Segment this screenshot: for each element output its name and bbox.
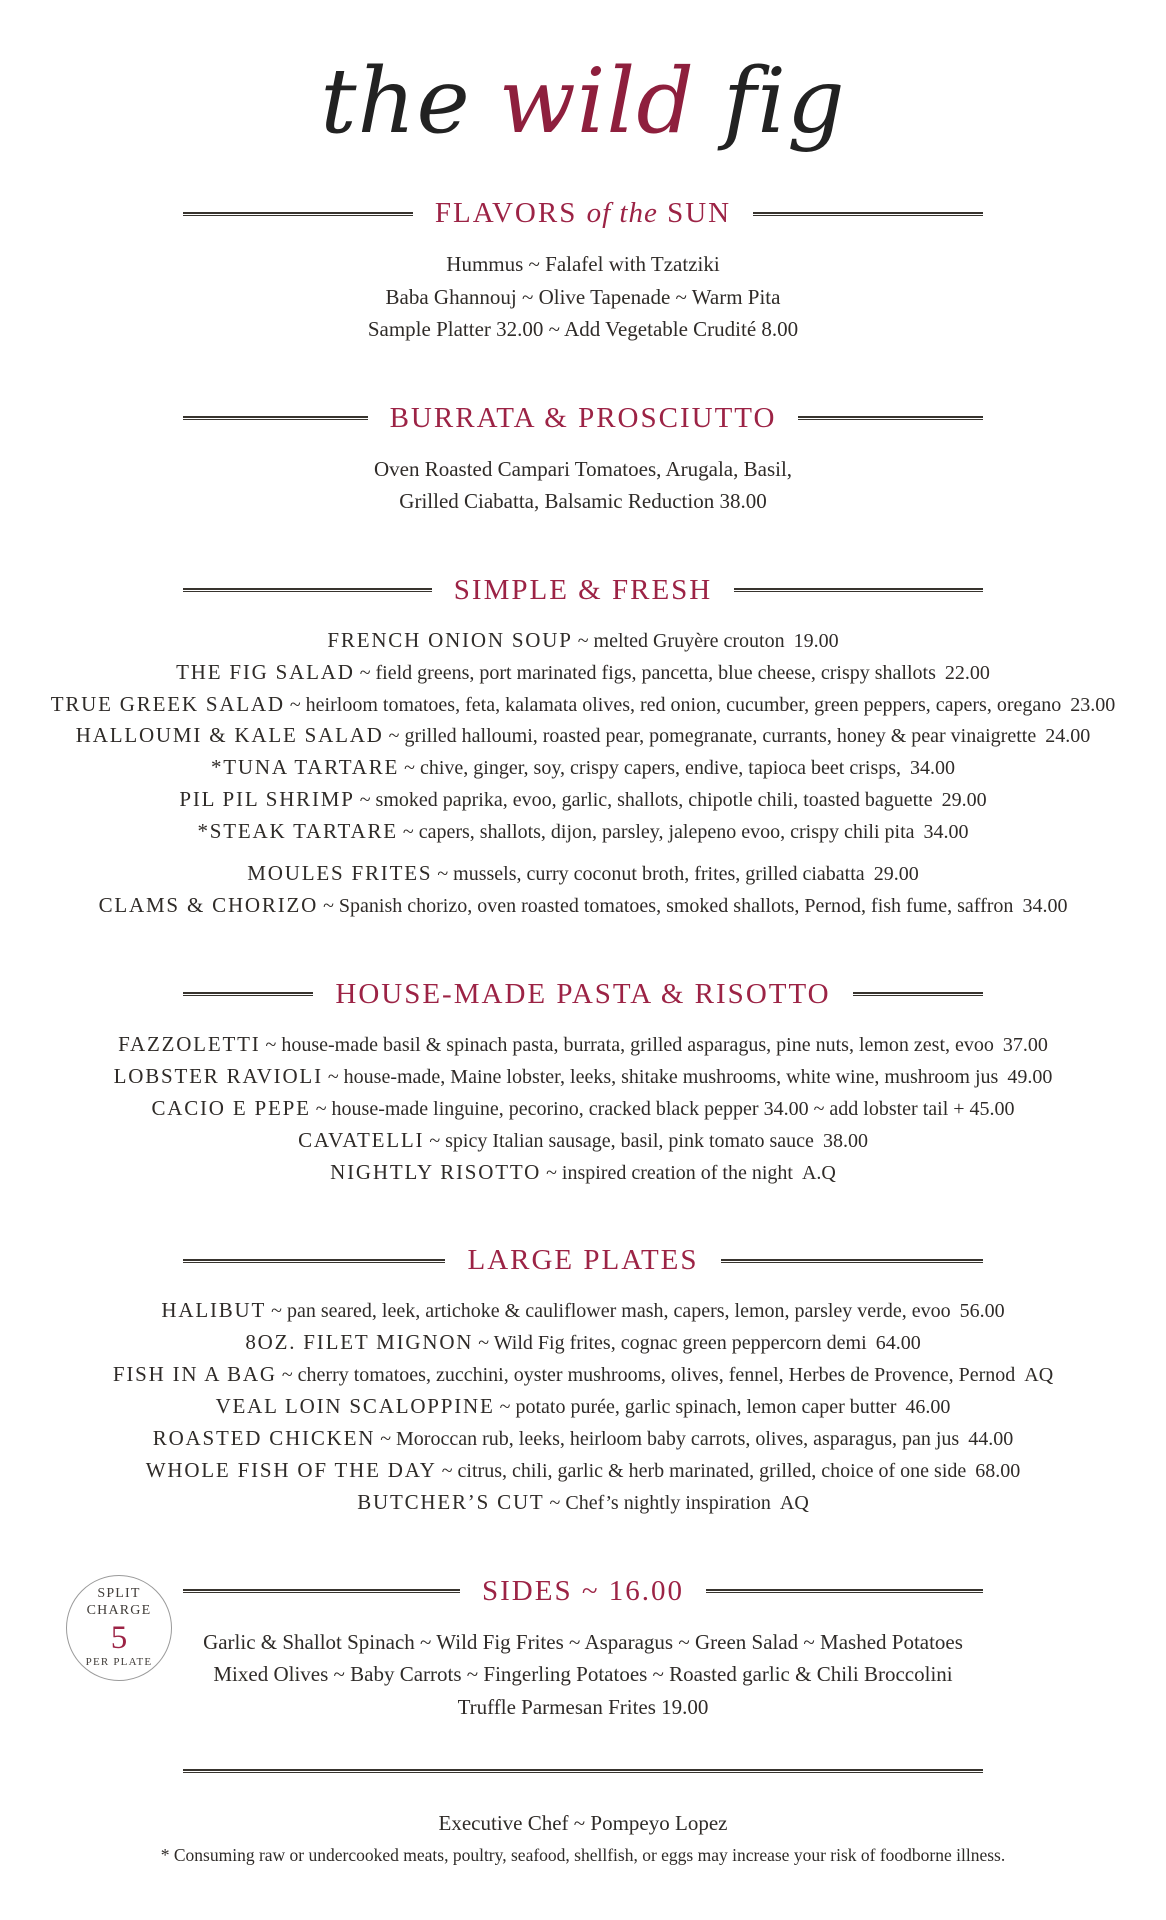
split-badge-amount: 5 [110, 1619, 128, 1656]
dish-name: CLAMS & CHORIZO [98, 892, 319, 917]
menu-section [10, 1244, 1156, 1518]
menu-section [10, 574, 1156, 922]
dish-name: CAVATELLI [298, 1127, 425, 1152]
dish-line [10, 1061, 1156, 1093]
dish-line [10, 1455, 1156, 1487]
section-heading [183, 197, 983, 230]
dish-description: ~ field greens, port marinated figs, pancetta, blue cheese, crispy shallots [354, 661, 936, 684]
dish-price: 37.00 [1002, 1033, 1048, 1056]
menu-footer [10, 1811, 1156, 1866]
dish-name: HALIBUT [161, 1298, 267, 1323]
dish-price: 68.00 [975, 1459, 1021, 1482]
section-title: LARGE PLATES [467, 1244, 699, 1277]
dish-line [10, 625, 1156, 657]
dish-line [10, 1093, 1156, 1125]
executive-chef-line: Executive Chef ~ Pompeyo Lopez [438, 1810, 728, 1835]
heading-rule-right [706, 1589, 983, 1593]
dish-description: ~ Spanish chorizo, oven roasted tomatoes, smoked shallots, Pernod, fish fume, saffron [318, 894, 1014, 917]
menu-text-line: Garlic & Shallot Spinach ~ Wild Fig Frites ~ Asparagus ~ Green Salad ~ Mashed Potatoes [203, 1629, 963, 1654]
menu-section [10, 978, 1156, 1189]
dish-line [10, 689, 1156, 721]
dish-description: ~ smoked paprika, evoo, garlic, shallots, chipotle chili, toasted baguette [354, 789, 933, 812]
dish-price: AQ [1024, 1364, 1054, 1387]
heading-rule-right [853, 992, 983, 996]
dish-description: ~ melted Gruyère crouton [572, 629, 785, 652]
menu-section [10, 402, 1156, 518]
section-heading [183, 1244, 983, 1277]
section-title: SIDES ~ 16.00 [482, 1574, 685, 1607]
dish-description: ~ Moroccan rub, leeks, heirloom baby carrots, olives, asparagus, pan jus [375, 1428, 960, 1451]
dish-line [10, 1423, 1156, 1455]
section-heading [183, 1575, 983, 1608]
dish-price: 46.00 [905, 1396, 951, 1419]
section-heading [183, 574, 983, 607]
footer-divider [183, 1769, 983, 1773]
heading-rule-right [753, 212, 983, 216]
logo-word-wild: wild [498, 49, 695, 154]
dish-price: 38.00 [822, 1129, 868, 1152]
dish-line [10, 1125, 1156, 1157]
section-title: HOUSE-MADE PASTA & RISOTTO [335, 977, 831, 1010]
dish-price: 29.00 [941, 789, 987, 812]
section-body [10, 625, 1156, 922]
dish-name: 8OZ. FILET MIGNON [245, 1330, 474, 1355]
dish-line [10, 1391, 1156, 1423]
section-title: FLAVORS of the SUN [434, 197, 732, 229]
dish-name: MOULES FRITES [247, 861, 433, 886]
dish-price: 34.00 [923, 821, 969, 844]
dish-line [10, 1359, 1156, 1391]
heading-rule-left [183, 416, 368, 420]
dish-line [10, 1327, 1156, 1359]
dish-description: ~ house-made, Maine lobster, leeks, shitake mushrooms, white wine, mushroom jus [322, 1065, 999, 1088]
dish-name: ROASTED CHICKEN [152, 1426, 376, 1451]
restaurant-logo [10, 49, 1156, 154]
dish-name: HALLOUMI & KALE SALAD [75, 723, 384, 748]
dish-line [10, 1157, 1156, 1189]
menu-text-line: Truffle Parmesan Frites 19.00 [457, 1694, 709, 1719]
dish-name: NIGHTLY RISOTTO [330, 1159, 542, 1184]
split-charge-badge [66, 1575, 172, 1681]
heading-rule-left [183, 992, 313, 996]
dish-name: CACIO E PEPE [151, 1095, 311, 1120]
dish-price: A.Q [801, 1161, 836, 1184]
dish-price: 19.00 [793, 629, 839, 652]
dish-price: 64.00 [875, 1332, 921, 1355]
section-title-italic: of the [586, 197, 658, 229]
split-badge-word: CHARGE [86, 1602, 152, 1618]
logo-word-fig: fig [722, 49, 846, 154]
heading-rule-right [734, 588, 983, 592]
dish-description: ~ heirloom tomatoes, feta, kalamata olives, red onion, cucumber, green peppers, capers, oregano [284, 693, 1062, 716]
dish-description: ~ potato purée, garlic spinach, lemon caper butter [494, 1396, 897, 1419]
dish-description: ~ Chef’s nightly inspiration [544, 1491, 771, 1514]
section-title: BURRATA & PROSCIUTTO [389, 401, 777, 434]
logo-word-the: the [320, 49, 471, 154]
menu-section [10, 1575, 1156, 1725]
dish-line [10, 890, 1156, 922]
menu-section [10, 197, 1156, 346]
dish-description: ~ inspired creation of the night [541, 1161, 793, 1184]
menu-text-line: Baba Ghannouj ~ Olive Tapenade ~ Warm Pita [385, 284, 781, 309]
dish-price: 56.00 [959, 1300, 1005, 1323]
dish-description: ~ spicy Italian sausage, basil, pink tomato sauce [424, 1129, 814, 1152]
menu-text-line: Grilled Ciabatta, Balsamic Reduction 38.00 [399, 489, 767, 514]
dish-line [10, 657, 1156, 689]
dish-description: ~ house-made basil & spinach pasta, burrata, grilled asparagus, pine nuts, lemon zest, evoo [260, 1033, 994, 1056]
split-badge-word: SPLIT [97, 1586, 141, 1602]
dish-price: 29.00 [873, 863, 919, 886]
dish-name: THE FIG SALAD [176, 659, 355, 684]
menu-text-line: Oven Roasted Campari Tomatoes, Arugala, Basil, [373, 456, 793, 481]
heading-rule-right [721, 1259, 983, 1263]
menu-text-line: Sample Platter 32.00 ~ Add Vegetable Crudité 8.00 [367, 317, 799, 342]
heading-rule-right [798, 416, 983, 420]
dish-line [10, 1487, 1156, 1519]
dish-price: 34.00 [1022, 894, 1068, 917]
section-heading [183, 402, 983, 435]
dish-description: ~ Wild Fig frites, cognac green peppercorn demi [473, 1332, 867, 1355]
section-body [10, 453, 1156, 518]
split-badge-word: PER PLATE [85, 1656, 153, 1669]
dish-price: 24.00 [1045, 725, 1091, 748]
dish-description: ~ chive, ginger, soy, crispy capers, endive, tapioca beet crisps, [399, 757, 902, 780]
dish-line [10, 784, 1156, 816]
dish-name: FISH IN A BAG [112, 1362, 277, 1387]
dish-name: FRENCH ONION SOUP [327, 627, 573, 652]
consumer-advisory: * Consuming raw or undercooked meats, poultry, seafood, shellfish, or eggs may increase your risk of foodborne illness. [160, 1844, 1006, 1865]
dish-line [10, 1295, 1156, 1327]
dish-name: *STEAK TARTARE [197, 819, 398, 844]
section-body [10, 248, 1156, 346]
dish-price: 34.00 [910, 757, 956, 780]
dish-name: BUTCHER’S CUT [357, 1489, 545, 1514]
menu-text-line: Hummus ~ Falafel with Tzatziki [446, 252, 720, 276]
dish-price: 49.00 [1007, 1065, 1053, 1088]
dish-description: ~ pan seared, leek, artichoke & cauliflower mash, capers, lemon, parsley verde, evoo [266, 1300, 951, 1323]
dish-name: WHOLE FISH OF THE DAY [145, 1457, 437, 1482]
menu-sections [10, 197, 1156, 1725]
dish-line [10, 752, 1156, 784]
dish-price: 44.00 [968, 1428, 1014, 1451]
dish-description: ~ capers, shallots, dijon, parsley, jalepeno evoo, crispy chili pita [397, 821, 915, 844]
dish-line [10, 858, 1156, 890]
dish-price: AQ [779, 1491, 809, 1514]
dish-description: ~ grilled halloumi, roasted pear, pomegranate, currants, honey & pear vinaigrette [383, 725, 1037, 748]
section-heading [183, 978, 983, 1011]
heading-rule-left [183, 212, 413, 216]
section-body [10, 1626, 1156, 1724]
heading-rule-left [183, 588, 432, 592]
dish-name: FAZZOLETTI [118, 1031, 261, 1056]
dish-name: *TUNA TARTARE [210, 755, 400, 780]
dish-description: ~ citrus, chili, garlic & herb marinated, grilled, choice of one side [436, 1459, 967, 1482]
dish-name: TRUE GREEK SALAD [50, 691, 285, 716]
dish-name: PIL PIL SHRIMP [179, 787, 355, 812]
dish-price: 22.00 [944, 661, 990, 684]
section-body [10, 1295, 1156, 1518]
dish-description: ~ mussels, curry coconut broth, frites, grilled ciabatta [432, 863, 865, 886]
dish-line [10, 816, 1156, 848]
menu-text-line: Mixed Olives ~ Baby Carrots ~ Fingerling Potatoes ~ Roasted garlic & Chili Broccolini [213, 1662, 953, 1687]
section-title: SIMPLE & FRESH [453, 573, 713, 606]
dish-line [10, 1029, 1156, 1061]
dish-description: ~ house-made linguine, pecorino, cracked black pepper 34.00 ~ add lobster tail + 45.00 [310, 1097, 1015, 1120]
dish-name: VEAL LOIN SCALOPPINE [215, 1394, 495, 1419]
dish-price: 23.00 [1070, 693, 1116, 716]
heading-rule-left [183, 1259, 445, 1263]
dish-line [10, 720, 1156, 752]
heading-rule-left [183, 1589, 460, 1593]
section-body [10, 1029, 1156, 1189]
dish-description: ~ cherry tomatoes, zucchini, oyster mushrooms, olives, fennel, Herbes de Provence, Pernod [276, 1364, 1016, 1387]
dish-name: LOBSTER RAVIOLI [113, 1063, 323, 1088]
